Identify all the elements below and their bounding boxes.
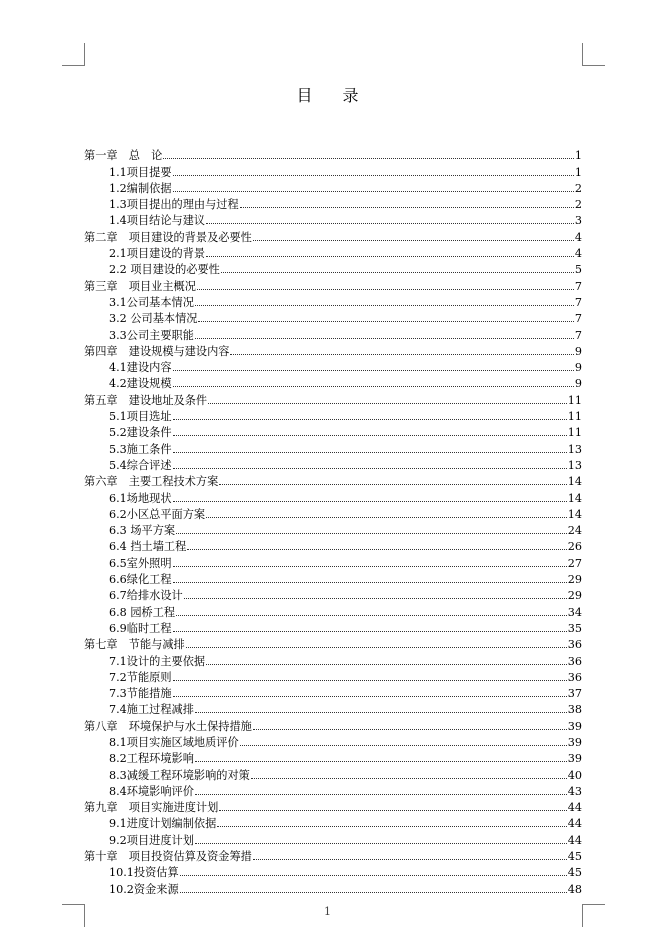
toc-entry-page-number: 5: [574, 263, 582, 277]
toc-section-entry[interactable]: [84, 309, 582, 325]
toc-entry-page-number: 26: [567, 540, 582, 554]
toc-entry-label: 6.7给排水设计: [109, 589, 183, 603]
toc-entry-label: 7.4施工过程减排: [109, 703, 194, 717]
toc-entry-label: 6.6绿化工程: [109, 573, 172, 587]
toc-section-entry[interactable]: [84, 863, 582, 879]
toc-entry-label: 5.4综合评述: [109, 458, 172, 472]
toc-title-char-1: 目: [296, 86, 313, 105]
toc-entry-label: 第二章 项目建设的背景及必要性: [84, 230, 252, 244]
toc-entry-page-number: 36: [567, 638, 582, 652]
crop-mark-top-left-h: [62, 65, 85, 66]
toc-entry-label: 8.4环境影响评价: [109, 784, 194, 798]
toc-section-entry[interactable]: [84, 586, 582, 602]
toc-dot-leader: [206, 664, 567, 665]
toc-entry-label: 7.1设计的主要依据: [109, 654, 206, 668]
toc-entry-page-number: 29: [567, 573, 582, 587]
table-of-contents: [84, 146, 582, 896]
toc-entry-page-number: 7: [574, 279, 582, 293]
toc-section-entry[interactable]: [84, 782, 582, 798]
toc-dot-leader: [230, 354, 573, 355]
toc-dot-leader: [195, 794, 567, 795]
toc-section-entry[interactable]: [84, 765, 582, 781]
toc-title: [0, 83, 655, 106]
toc-section-entry[interactable]: [84, 374, 582, 390]
toc-entry-page-number: 4: [574, 230, 582, 244]
toc-entry-page-number: 1: [574, 149, 582, 163]
toc-dot-leader: [195, 712, 567, 713]
toc-entry-page-number: 44: [567, 801, 582, 815]
toc-chapter-entry[interactable]: [84, 798, 582, 814]
toc-entry-page-number: 44: [567, 817, 582, 831]
toc-entry-label: 6.1场地现状: [109, 491, 172, 505]
toc-entry-label: 2.2 项目建设的必要性: [109, 263, 220, 277]
toc-section-entry[interactable]: [84, 619, 582, 635]
toc-dot-leader: [180, 892, 567, 893]
toc-chapter-entry[interactable]: [84, 847, 582, 863]
toc-entry-label: 7.3节能措施: [109, 687, 172, 701]
toc-entry-label: 8.2工程环境影响: [109, 752, 194, 766]
toc-entry-label: 6.3 场平方案: [109, 524, 176, 538]
toc-entry-page-number: 11: [567, 393, 582, 407]
crop-mark-top-left-v: [84, 43, 85, 66]
toc-entry-label: 第三章 项目业主概况: [84, 279, 196, 293]
toc-dot-leader: [206, 223, 574, 224]
toc-dot-leader: [198, 321, 573, 322]
toc-dot-leader: [173, 631, 567, 632]
toc-entry-page-number: 24: [567, 524, 582, 538]
toc-dot-leader: [187, 549, 566, 550]
toc-entry-label: 8.3减缓工程环境影响的对策: [109, 768, 250, 782]
toc-entry-label: 3.3公司主要职能: [109, 328, 194, 342]
toc-entry-label: 第十章 项目投资估算及资金筹措: [84, 850, 252, 864]
toc-section-entry[interactable]: [84, 211, 582, 227]
toc-entry-label: 第九章 项目实施进度计划: [84, 801, 219, 815]
toc-entry-label: 6.5室外照明: [109, 556, 172, 570]
toc-dot-leader: [173, 435, 567, 436]
toc-entry-label: 7.2节能原则: [109, 670, 172, 684]
toc-chapter-entry[interactable]: [84, 390, 582, 406]
toc-section-entry[interactable]: [84, 195, 582, 211]
toc-section-entry[interactable]: [84, 358, 582, 374]
toc-section-entry[interactable]: [84, 602, 582, 618]
toc-entry-page-number: 7: [574, 328, 582, 342]
toc-entry-page-number: 14: [567, 507, 582, 521]
toc-entry-label: 6.8 园桥工程: [109, 605, 176, 619]
toc-entry-page-number: 7: [574, 295, 582, 309]
toc-section-entry[interactable]: [84, 521, 582, 537]
toc-entry-label: 6.4 挡土墙工程: [109, 540, 187, 554]
toc-chapter-entry[interactable]: [84, 472, 582, 488]
toc-section-entry[interactable]: [84, 325, 582, 341]
toc-entry-page-number: 9: [574, 344, 582, 358]
toc-entry-label: 6.2小区总平面方案: [109, 507, 206, 521]
toc-section-entry[interactable]: [84, 570, 582, 586]
toc-dot-leader: [186, 647, 567, 648]
toc-dot-leader: [240, 207, 574, 208]
toc-entry-page-number: 45: [567, 850, 582, 864]
toc-dot-leader: [176, 615, 567, 616]
toc-dot-leader: [221, 272, 574, 273]
toc-chapter-entry[interactable]: [84, 227, 582, 243]
toc-section-entry[interactable]: [84, 684, 582, 700]
toc-dot-leader: [251, 778, 567, 779]
toc-entry-page-number: 7: [574, 312, 582, 326]
toc-section-entry[interactable]: [84, 668, 582, 684]
toc-dot-leader: [173, 386, 574, 387]
toc-entry-page-number: 27: [567, 556, 582, 570]
toc-dot-leader: [180, 875, 567, 876]
toc-entry-page-number: 4: [574, 247, 582, 261]
toc-dot-leader: [173, 370, 574, 371]
toc-entry-page-number: 9: [574, 361, 582, 375]
toc-dot-leader: [173, 696, 567, 697]
toc-section-entry[interactable]: [84, 456, 582, 472]
toc-dot-leader: [173, 582, 567, 583]
toc-chapter-entry[interactable]: [84, 716, 582, 732]
toc-section-entry[interactable]: [84, 733, 582, 749]
toc-entry-page-number: 14: [567, 475, 582, 489]
toc-section-entry[interactable]: [84, 423, 582, 439]
toc-entry-label: 5.3施工条件: [109, 442, 172, 456]
toc-entry-page-number: 43: [567, 784, 582, 798]
toc-dot-leader: [195, 761, 567, 762]
toc-entry-label: 9.1进度计划编制依据: [109, 817, 217, 831]
toc-entry-label: 5.1项目选址: [109, 410, 172, 424]
toc-entry-label: 第六章 主要工程技术方案: [84, 475, 219, 489]
toc-entry-label: 1.2编制依据: [109, 181, 172, 195]
toc-entry-page-number: 11: [567, 410, 582, 424]
toc-entry-page-number: 36: [567, 670, 582, 684]
toc-dot-leader: [173, 452, 567, 453]
toc-dot-leader: [173, 566, 567, 567]
toc-dot-leader: [253, 240, 574, 241]
toc-section-entry[interactable]: [84, 651, 582, 667]
toc-chapter-entry[interactable]: [84, 276, 582, 292]
toc-entry-label: 8.1项目实施区域地质评价: [109, 735, 239, 749]
toc-entry-label: 第五章 建设地址及条件: [84, 393, 208, 407]
toc-entry-page-number: 9: [574, 377, 582, 391]
toc-entry-label: 4.2建设规模: [109, 377, 172, 391]
toc-dot-leader: [253, 859, 567, 860]
toc-dot-leader: [173, 419, 567, 420]
toc-dot-leader: [195, 305, 574, 306]
toc-entry-page-number: 13: [567, 458, 582, 472]
toc-dot-leader: [173, 680, 567, 681]
toc-section-entry[interactable]: [84, 407, 582, 423]
toc-entry-page-number: 40: [567, 768, 582, 782]
toc-dot-leader: [173, 501, 567, 502]
toc-entry-page-number: 39: [567, 719, 582, 733]
toc-section-entry[interactable]: [84, 553, 582, 569]
toc-dot-leader: [195, 338, 574, 339]
toc-entry-page-number: 38: [567, 703, 582, 717]
toc-chapter-entry[interactable]: [84, 146, 582, 162]
toc-section-entry[interactable]: [84, 505, 582, 521]
toc-dot-leader: [173, 191, 574, 192]
toc-dot-leader: [217, 826, 566, 827]
toc-entry-label: 10.2资金来源: [109, 882, 179, 896]
toc-entry-label: 2.1项目建设的背景: [109, 247, 206, 261]
toc-dot-leader: [253, 729, 567, 730]
toc-entry-page-number: 48: [567, 882, 582, 896]
toc-entry-page-number: 11: [567, 426, 582, 440]
toc-section-entry[interactable]: [84, 879, 582, 895]
toc-entry-page-number: 39: [567, 735, 582, 749]
toc-section-entry[interactable]: [84, 162, 582, 178]
toc-section-entry[interactable]: [84, 830, 582, 846]
toc-title-char-2: 录: [342, 86, 359, 105]
toc-entry-page-number: 29: [567, 589, 582, 603]
toc-entry-label: 3.1公司基本情况: [109, 295, 194, 309]
toc-section-entry[interactable]: [84, 488, 582, 504]
toc-entry-page-number: 14: [567, 491, 582, 505]
toc-entry-label: 1.4项目结论与建议: [109, 214, 206, 228]
toc-entry-page-number: 1: [574, 165, 582, 179]
toc-section-entry[interactable]: [84, 244, 582, 260]
toc-entry-page-number: 2: [574, 181, 582, 195]
toc-dot-leader: [219, 810, 566, 811]
toc-dot-leader: [173, 175, 574, 176]
toc-entry-label: 第七章 节能与减排: [84, 638, 185, 652]
toc-dot-leader: [240, 745, 567, 746]
toc-entry-label: 5.2建设条件: [109, 426, 172, 440]
toc-entry-label: 1.1项目提要: [109, 165, 172, 179]
toc-entry-page-number: 34: [567, 605, 582, 619]
toc-section-entry[interactable]: [84, 814, 582, 830]
crop-mark-top-right-h: [582, 65, 605, 66]
toc-entry-page-number: 2: [574, 198, 582, 212]
toc-section-entry[interactable]: [84, 537, 582, 553]
toc-entry-label: 10.1投资估算: [109, 866, 179, 880]
toc-section-entry[interactable]: [84, 293, 582, 309]
toc-dot-leader: [173, 468, 567, 469]
toc-dot-leader: [206, 256, 574, 257]
toc-dot-leader: [208, 403, 567, 404]
toc-entry-page-number: 3: [574, 214, 582, 228]
toc-dot-leader: [184, 598, 567, 599]
toc-dot-leader: [163, 158, 574, 159]
toc-dot-leader: [195, 843, 567, 844]
toc-entry-label: 3.2 公司基本情况: [109, 312, 198, 326]
toc-entry-page-number: 36: [567, 654, 582, 668]
toc-entry-page-number: 35: [567, 621, 582, 635]
footer-page-number: 1: [324, 905, 331, 918]
toc-chapter-entry[interactable]: [84, 635, 582, 651]
toc-entry-page-number: 39: [567, 752, 582, 766]
toc-entry-label: 第四章 建设规模与建设内容: [84, 344, 230, 358]
crop-mark-top-right-v: [582, 43, 583, 66]
toc-dot-leader: [219, 484, 566, 485]
toc-entry-label: 9.2项目进度计划: [109, 833, 194, 847]
toc-dot-leader: [176, 533, 567, 534]
toc-section-entry[interactable]: [84, 749, 582, 765]
toc-entry-label: 4.1建设内容: [109, 361, 172, 375]
toc-entry-page-number: 45: [567, 866, 582, 880]
toc-chapter-entry[interactable]: [84, 342, 582, 358]
toc-entry-label: 1.3项目提出的理由与过程: [109, 198, 239, 212]
toc-entry-label: 6.9临时工程: [109, 621, 172, 635]
toc-entry-page-number: 44: [567, 833, 582, 847]
toc-entry-label: 第一章 总 论: [84, 149, 163, 163]
toc-dot-leader: [197, 289, 574, 290]
toc-entry-page-number: 37: [567, 687, 582, 701]
toc-entry-label: 第八章 环境保护与水土保持措施: [84, 719, 252, 733]
toc-dot-leader: [206, 517, 567, 518]
toc-section-entry[interactable]: [84, 700, 582, 716]
toc-entry-page-number: 13: [567, 442, 582, 456]
toc-section-entry[interactable]: [84, 260, 582, 276]
toc-section-entry[interactable]: [84, 179, 582, 195]
toc-section-entry[interactable]: [84, 439, 582, 455]
